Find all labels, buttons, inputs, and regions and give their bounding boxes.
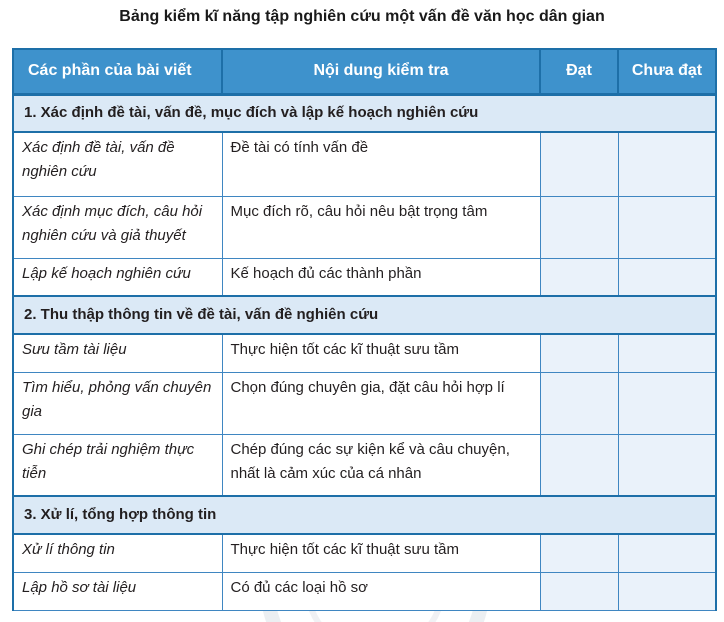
table-row [13, 372, 716, 434]
fail-checkbox[interactable] [618, 434, 716, 496]
header-row [13, 49, 716, 94]
table-row [13, 258, 716, 296]
pass-checkbox[interactable] [540, 534, 618, 572]
section-heading: 2. Thu thập thông tin về đề tài, vấn đề nghiên cứu [13, 296, 716, 334]
pass-checkbox[interactable] [540, 132, 618, 196]
row-part: Xử lí thông tin [13, 534, 222, 572]
header-content: Nội dung kiểm tra [222, 49, 540, 94]
fail-checkbox[interactable] [618, 334, 716, 372]
row-part: Ghi chép trải nghiệm thực tiễn [13, 434, 222, 496]
pass-checkbox[interactable] [540, 196, 618, 258]
pass-checkbox[interactable] [540, 334, 618, 372]
row-part: Xác định mục đích, câu hỏi nghiên cứu và giả thuyết [13, 196, 222, 258]
pass-checkbox[interactable] [540, 572, 618, 610]
row-content: Chọn đúng chuyên gia, đặt câu hỏi hợp lí [222, 372, 540, 434]
row-content: Mục đích rõ, câu hỏi nêu bật trọng tâm [222, 196, 540, 258]
section-heading: 3. Xử lí, tổng hợp thông tin [13, 496, 716, 534]
fail-checkbox[interactable] [618, 132, 716, 196]
table-row [13, 572, 716, 610]
section-heading-row [13, 496, 716, 534]
fail-checkbox[interactable] [618, 196, 716, 258]
checklist-table [12, 48, 717, 611]
fail-checkbox[interactable] [618, 572, 716, 610]
section-heading-row [13, 94, 716, 132]
table-row [13, 534, 716, 572]
row-content: Chép đúng các sự kiện kể và câu chuyện, nhất là cảm xúc của cá nhân [222, 434, 540, 496]
fail-checkbox[interactable] [618, 258, 716, 296]
section-heading: 1. Xác định đề tài, vấn đề, mục đích và lập kế hoạch nghiên cứu [13, 94, 716, 132]
row-part: Lập kế hoạch nghiên cứu [13, 258, 222, 296]
row-content: Có đủ các loại hồ sơ [222, 572, 540, 610]
fail-checkbox[interactable] [618, 534, 716, 572]
row-content: Kế hoạch đủ các thành phần [222, 258, 540, 296]
row-part: Tìm hiểu, phỏng vấn chuyên gia [13, 372, 222, 434]
table-row [13, 434, 716, 496]
table-row [13, 132, 716, 196]
table-row [13, 196, 716, 258]
table-row [13, 334, 716, 372]
section-heading-row [13, 296, 716, 334]
pass-checkbox[interactable] [540, 372, 618, 434]
fail-checkbox[interactable] [618, 372, 716, 434]
page-title: Bảng kiểm kĩ năng tập nghiên cứu một vấn đề văn học dân gian [119, 8, 605, 25]
row-content: Thực hiện tốt các kĩ thuật sưu tầm [222, 334, 540, 372]
header-fail: Chưa đạt [618, 49, 716, 94]
header-pass: Đạt [540, 49, 618, 94]
pass-checkbox[interactable] [540, 434, 618, 496]
pass-checkbox[interactable] [540, 258, 618, 296]
row-part: Xác định đề tài, vấn đề nghiên cứu [13, 132, 222, 196]
row-part: Lập hồ sơ tài liệu [13, 572, 222, 610]
row-content: Đề tài có tính vấn đề [222, 132, 540, 196]
row-part: Sưu tầm tài liệu [13, 334, 222, 372]
row-content: Thực hiện tốt các kĩ thuật sưu tầm [222, 534, 540, 572]
header-part: Các phần của bài viết [13, 49, 222, 94]
